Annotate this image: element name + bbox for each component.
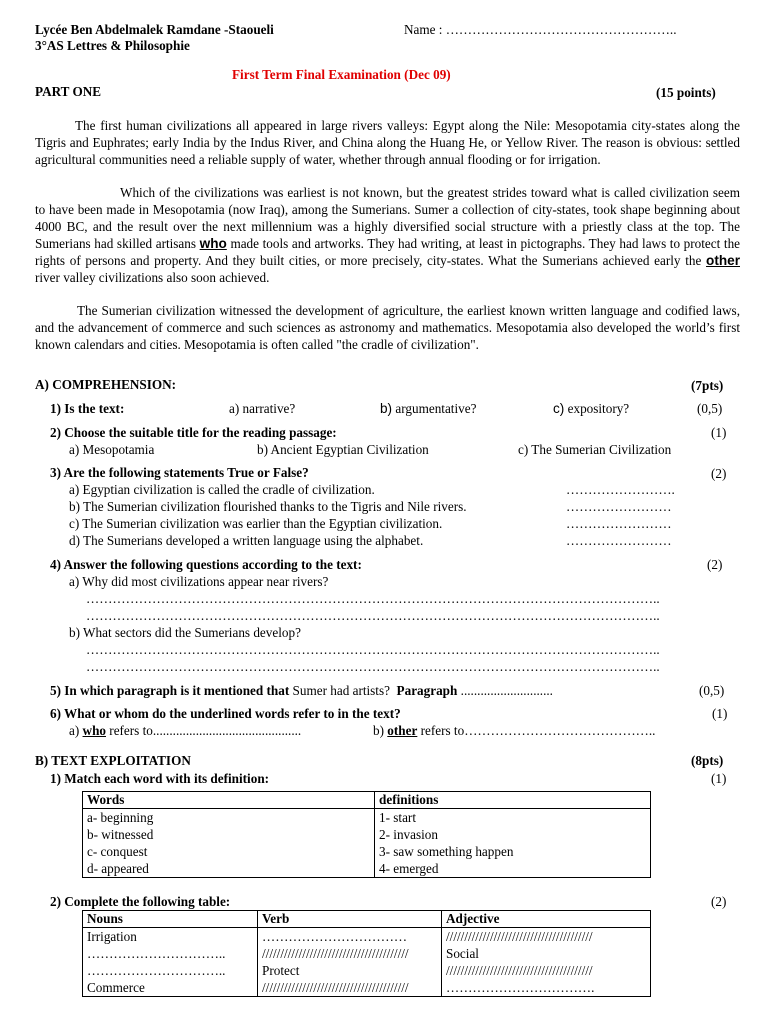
q2-option-c[interactable]: c) The Sumerian Civilization	[518, 442, 672, 457]
q3-statement: a) Egyptian civilization is called the cradle of civilization.	[69, 482, 375, 497]
q3-statement: b) The Sumerian civilization flourished thanks to the Tigris and Nile rivers.	[69, 499, 467, 514]
match-definition: 4- emerged	[379, 861, 439, 876]
q4-answer-line[interactable]: …………………………………………………………………………………………………………………..	[86, 642, 660, 657]
header-nouns: Nouns	[83, 911, 258, 928]
verb-entry: ……………………………	[262, 929, 408, 944]
q2-points: (1)	[711, 425, 727, 440]
comprehension-heading: A) COMPREHENSION:	[35, 377, 177, 392]
q2-label: 2) Choose the suitable title for the reading passage:	[50, 425, 337, 440]
header-adjective: Adjective	[442, 911, 651, 928]
noun-entry: Irrigation	[87, 929, 137, 944]
verb-entry: ////////////////////////////////////////	[262, 946, 409, 961]
complete-table-points: (2)	[711, 894, 727, 909]
q4-points: (2)	[707, 557, 723, 572]
passage-paragraph-3: The Sumerian civilization witnessed the development of agriculture, the earliest known written language and codified laws, and the advancement of commerce and such sciences as astronomy and mathematics. Mesopotamia also developed the world’s first known calendars and cities. Mesopotamia is often called "the cradle of civilization".	[35, 303, 740, 352]
exploitation-heading: B) TEXT EXPLOITATION	[35, 753, 191, 768]
q4-question-b: b) What sectors did the Sumerians develop?	[69, 625, 301, 640]
q1-label: 1) Is the text:	[50, 401, 125, 416]
q6-item-other[interactable]: b) other refers to……………………………………..	[373, 723, 656, 738]
q3-answer-blank[interactable]: ……………………	[566, 499, 672, 514]
q5-answer-blank[interactable]: ............................	[460, 683, 553, 698]
q5-points: (0,5)	[699, 683, 725, 698]
match-definition: 2- invasion	[379, 827, 438, 842]
q2-option-a[interactable]: a) Mesopotamia	[69, 442, 155, 457]
passage-paragraph-1: The first human civilizations all appeared in large rivers valleys: Egypt along the Nile: Mesopotamia city-states along the Tigris and Euphrates; early India by the Indus River, and China along the Huang He, or Yellow River. The reason is obvious: settled agricultural communities need a reliable supply of water, whether through annual flooding or for irrigation.	[35, 118, 740, 167]
match-label: 1) Match each word with its definition:	[50, 771, 270, 786]
q1-option-a[interactable]: a) narrative?	[229, 401, 296, 416]
q6-item-who[interactable]: a) who refers to.............................................	[69, 723, 302, 738]
q1-option-b[interactable]: b) argumentative?	[380, 401, 477, 416]
match-word: a- beginning	[87, 810, 154, 825]
adjective-entry: …………………………….	[446, 980, 595, 995]
header-verb: Verb	[258, 911, 442, 928]
q3-statement: c) The Sumerian civilization was earlier than the Egyptian civilization.	[69, 516, 443, 531]
match-word: c- conquest	[87, 844, 148, 859]
q6-label: 6) What or whom do the underlined words refer to in the text?	[50, 706, 401, 721]
match-header-definitions: definitions	[375, 792, 651, 809]
match-points: (1)	[711, 771, 727, 786]
match-word: b- witnessed	[87, 827, 154, 842]
part-one-heading: PART ONE	[35, 84, 102, 99]
match-definition: 1- start	[379, 810, 416, 825]
q3-label: 3) Are the following statements True or False?	[50, 465, 309, 480]
q3-answer-blank[interactable]: ……………………	[566, 516, 672, 531]
q5-label: 5) In which paragraph is it mentioned that Sumer had artists? Paragraph ............................	[50, 683, 553, 698]
nouns-cell[interactable]	[83, 928, 258, 997]
verb-entry: Protect	[262, 963, 300, 978]
match-defs-cell[interactable]	[375, 809, 651, 878]
q4-answer-line[interactable]: …………………………………………………………………………………………………………………..	[86, 659, 660, 674]
match-table	[82, 791, 651, 878]
verbs-cell[interactable]	[258, 928, 442, 997]
exam-title: First Term Final Examination (Dec 09)	[232, 67, 451, 82]
underlined-word-other: other	[706, 252, 740, 268]
adjective-entry: ////////////////////////////////////////	[446, 963, 593, 978]
comprehension-points: (7pts)	[691, 378, 724, 393]
complete-table-label: 2) Complete the following table:	[50, 894, 231, 909]
q4-answer-line[interactable]: …………………………………………………………………………………………………………………..	[86, 591, 660, 606]
underlined-word-who: who	[199, 235, 227, 251]
q2-option-b[interactable]: b) Ancient Egyptian Civilization	[257, 442, 429, 457]
q6-points: (1)	[712, 706, 728, 721]
q1-points: (0,5)	[697, 401, 723, 416]
verb-entry: ////////////////////////////////////////	[262, 980, 409, 995]
match-words-cell[interactable]	[83, 809, 375, 878]
noun-entry: …………………………..	[87, 963, 226, 978]
noun-entry: …………………………..	[87, 946, 226, 961]
passage-paragraph-2: Which of the civilizations was earliest is not known, but the greatest strides toward what is called civilization seem to have been made in Mesopotamia (now Iraq), among the Sumerians. Sumer a collection of city-states, took shape beginning about 4000 BC, and the result over the next millennium was a highly diversified social structure with a priestly class at the top. The Sumerians had skilled artisans who made tools and artworks. They had writing, at least in pictographs. They had laws to protect the rights of persons and property. And they built cities, or more precisely, city-states. What the Sumerians achieved early the other river valley civilizations also soon achieved.	[35, 185, 741, 285]
q1-option-c[interactable]: c) expository?	[553, 401, 630, 416]
q4-question-a: a) Why did most civilizations appear near rivers?	[69, 574, 329, 589]
q3-answer-blank[interactable]: ……………………	[566, 533, 672, 548]
q3-statement: d) The Sumerians developed a written language using the alphabet.	[69, 533, 424, 548]
match-definition: 3- saw something happen	[379, 844, 514, 859]
exploitation-points: (8pts)	[691, 753, 724, 768]
student-name-field[interactable]: Name : ……………………………………………..	[404, 22, 677, 37]
school-name: Lycée Ben Abdelmalek Ramdane -Staoueli	[35, 22, 274, 37]
q4-answer-line[interactable]: …………………………………………………………………………………………………………………..	[86, 608, 660, 623]
class-name: 3°AS Lettres & Philosophie	[35, 38, 190, 53]
part-one-points: (15 points)	[656, 85, 716, 100]
word-forms-table	[82, 910, 651, 997]
q4-label: 4) Answer the following questions according to the text:	[50, 557, 362, 572]
match-word: d- appeared	[87, 861, 149, 876]
adjective-entry: Social	[446, 946, 479, 961]
match-header-words: Words	[83, 792, 375, 809]
q3-answer-blank[interactable]: …………………….	[566, 482, 675, 497]
adjectives-cell[interactable]	[442, 928, 651, 997]
noun-entry: Commerce	[87, 980, 145, 995]
adjective-entry: ////////////////////////////////////////	[446, 929, 593, 944]
q3-points: (2)	[711, 466, 727, 481]
